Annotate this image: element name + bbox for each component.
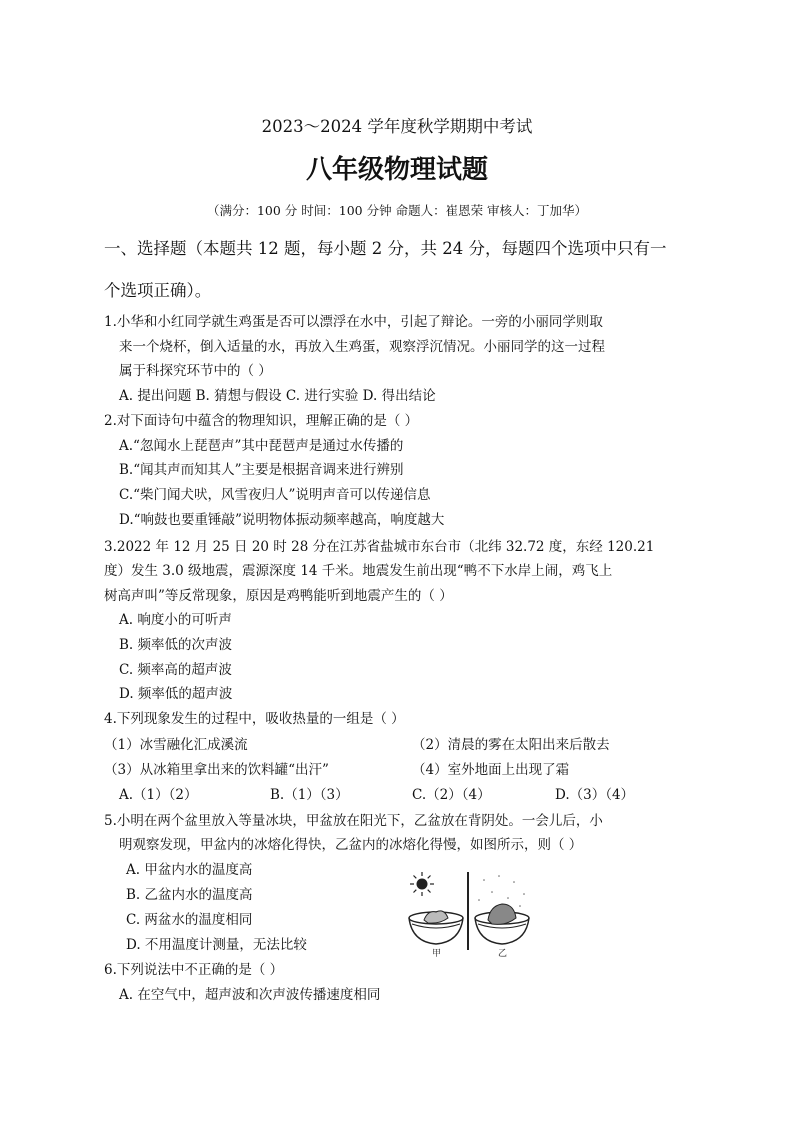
q4-option-a: A.（1）（2）: [119, 787, 198, 803]
basin-right: [475, 904, 529, 944]
subject-title: 八年级物理试题: [305, 155, 488, 185]
q5-option-a: A. 甲盆内水的温度高: [126, 862, 253, 878]
q3-option-b: B. 频率低的次声波: [119, 637, 233, 653]
q4-stem: 4.下列现象发生的过程中，吸收热量的一组是（ ）: [104, 711, 405, 727]
q6-stem: 6.下列说法中不正确的是（ ）: [104, 962, 284, 978]
q6-option-a: A. 在空气中，超声波和次声波传播速度相同: [119, 987, 381, 1003]
q5-option-c: C. 两盆水的温度相同: [126, 912, 253, 928]
q2-option-b: B.“闻其声而知其人”主要是根据音调来进行辨别: [119, 462, 404, 478]
q1-line3: 属于科探究环节中的（ ）: [119, 363, 272, 379]
q1-line1: 1.小华和小红同学就生鸡蛋是否可以漂浮在水中，引起了辩论。一旁的小丽同学则取: [104, 314, 603, 330]
exam-info: （满分：100 分 时间：100 分钟 命题人：崔恩荣 审核人：丁加华）: [206, 203, 588, 218]
q2-option-a: A.“忽闻水上琵琶声”其中琵琶声是通过水传播的: [119, 438, 404, 454]
basins-illustration: [404, 870, 534, 960]
q4-option-c: C.（2）（4）: [412, 787, 491, 803]
q4-option-b: B.（1）（3）: [270, 787, 349, 803]
section-heading-line2: 个选项正确）。: [104, 281, 212, 300]
q3-line2: 度）发生 3.0 级地震，震源深度 14 千米。地震发生前出现“鸭不下水岸上闹，鸡飞上: [104, 563, 613, 579]
shade-dots: [478, 875, 525, 907]
basins-figure: [404, 870, 534, 960]
basin-left-label: 甲: [432, 949, 442, 959]
q4-item3: （3）从冰箱里拿出来的饮料罐“出汗”: [104, 762, 329, 778]
q2-option-d: D.“响鼓也要重锤敲”说明物体振动频率越高，响度越大: [119, 512, 445, 528]
basin-right-label: 乙: [498, 949, 508, 959]
sun-icon: [410, 872, 434, 896]
q3-option-c: C. 频率高的超声波: [119, 662, 232, 678]
q1-options: A. 提出问题 B. 猜想与假设 C. 进行实验 D. 得出结论: [119, 388, 436, 404]
q4-item2: （2）清晨的雾在太阳出来后散去: [412, 737, 610, 753]
section-heading-line1: 一、选择题（本题共 12 题，每小题 2 分，共 24 分，每题四个选项中只有一: [104, 239, 667, 258]
q5-option-b: B. 乙盆内水的温度高: [126, 887, 253, 903]
q4-item1: （1）冰雪融化汇成溪流: [104, 737, 248, 753]
exam-title: 2023～2024 学年度秋学期期中考试: [261, 117, 533, 136]
q3-option-d: D. 频率低的超声波: [119, 686, 233, 702]
q3-option-a: A. 响度小的可听声: [119, 612, 232, 628]
q5-option-d: D. 不用温度计测量，无法比较: [126, 937, 307, 953]
q5-line2: 明观察发现，甲盆内的冰熔化得快，乙盆内的冰熔化得慢，如图所示，则（ ）: [119, 837, 583, 853]
q5-line1: 5.小明在两个盆里放入等量冰块，甲盆放在阳光下，乙盆放在背阴处。一会儿后，小: [104, 813, 603, 829]
q4-item4: （4）室外地面上出现了霜: [412, 762, 570, 778]
q1-line2: 来一个烧杯，倒入适量的水，再放入生鸡蛋，观察浮沉情况。小丽同学的这一过程: [119, 339, 605, 355]
q2-stem: 2.对下面诗句中蕴含的物理知识，理解正确的是（ ）: [104, 413, 419, 429]
q3-line1: 3.2022 年 12 月 25 日 20 时 28 分在江苏省盐城市东台市（北纬 32.72 度，东经 120.21: [104, 539, 655, 555]
basin-left: [409, 911, 463, 944]
q4-option-d: D.（3）（4）: [555, 787, 635, 803]
q3-line3: 树高声叫”等反常现象，原因是鸡鸭能听到地震产生的（ ）: [104, 588, 453, 604]
q2-option-c: C.“柴门闻犬吠，风雪夜归人”说明声音可以传递信息: [119, 487, 431, 503]
